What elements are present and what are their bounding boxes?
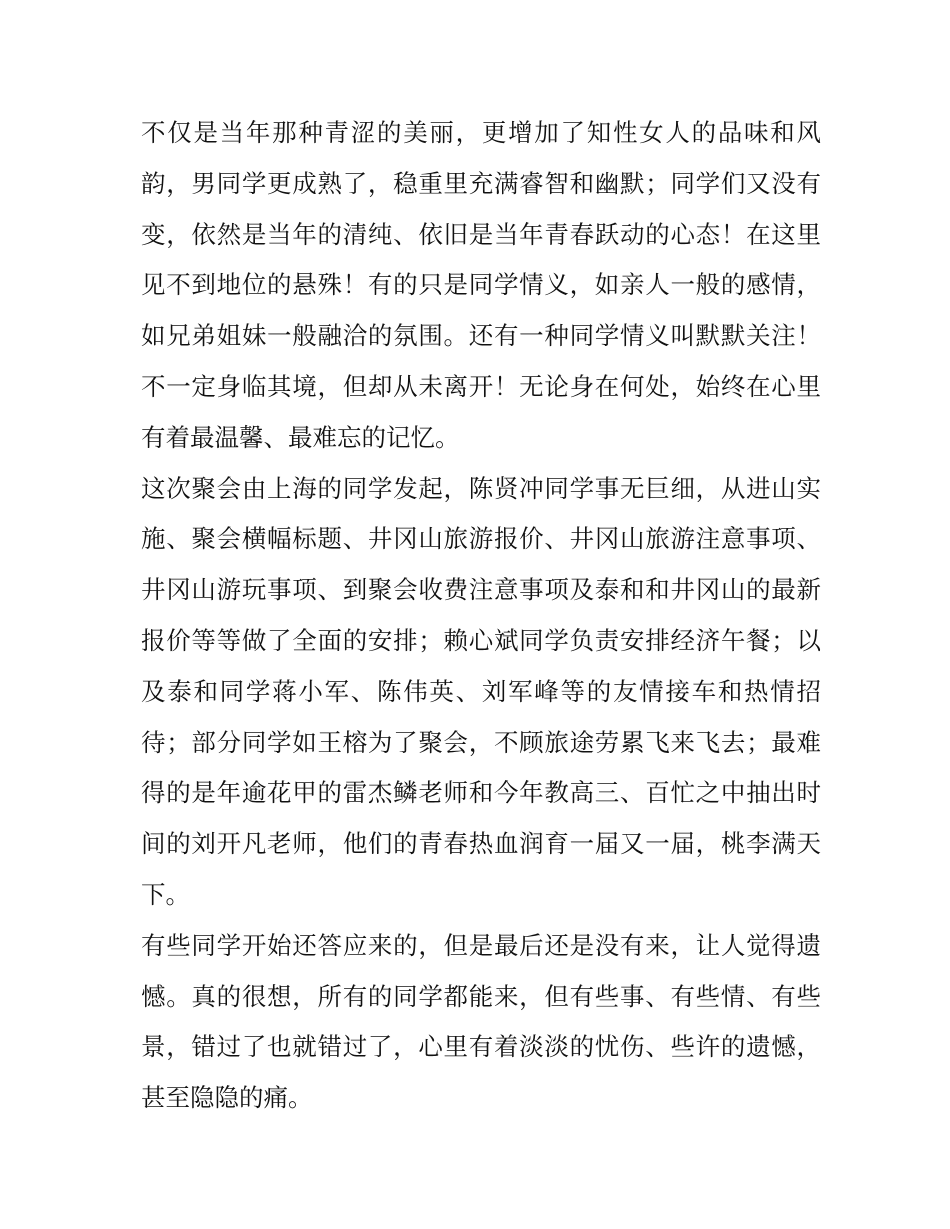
text-line: 及泰和同学蒋小军、陈伟英、刘军峰等的友情接车和热情招: [141, 676, 821, 706]
text-line: 韵，男同学更成熟了，稳重里充满睿智和幽默；同学们又没有: [141, 168, 821, 198]
text-line: 见不到地位的悬殊！有的只是同学情义，如亲人一般的感情，: [141, 270, 821, 300]
text-line: 报价等等做了全面的安排；赖心斌同学负责安排经济午餐；以: [141, 625, 821, 655]
paragraph-2: [141, 464, 821, 921]
text-line: 不一定身临其境，但却从未离开！无论身在何处，始终在心里: [141, 371, 821, 401]
text-line: 变，依然是当年的清纯、依旧是当年青春跃动的心态！在这里: [141, 219, 821, 249]
text-line: 井冈山游玩事项、到聚会收费注意事项及泰和和井冈山的最新: [141, 575, 821, 605]
text-line: 有些同学开始还答应来的，但是最后还是没有来，让人觉得遗: [141, 930, 821, 960]
text-line: 间的刘开凡老师，他们的青春热血润育一届又一届，桃李满天: [141, 829, 821, 859]
document-body: [141, 108, 821, 1124]
text-line: 得的是年逾花甲的雷杰鳞老师和今年教高三、百忙之中抽出时: [141, 778, 821, 808]
paragraph-1: [141, 108, 821, 464]
text-line: 憾。真的很想，所有的同学都能来，但有些事、有些情、有些: [141, 981, 821, 1011]
text-line: 甚至隐隐的痛。: [141, 1083, 313, 1113]
text-line: 有着最温馨、最难忘的记忆。: [141, 422, 460, 452]
text-line: 下。: [141, 879, 190, 909]
text-line: 待；部分同学如王榕为了聚会，不顾旅途劳累飞来飞去；最难: [141, 727, 821, 757]
text-line: 这次聚会由上海的同学发起，陈贤冲同学事无巨细，从进山实: [141, 473, 821, 503]
text-line: 如兄弟姐妹一般融洽的氛围。还有一种同学情义叫默默关注！: [141, 321, 821, 351]
text-line: 施、聚会横幅标题、井冈山旅游报价、井冈山旅游注意事项、: [141, 524, 821, 554]
text-line: 景，错过了也就错过了，心里有着淡淡的忧伤、些许的遗憾，: [141, 1032, 821, 1062]
text-line: 不仅是当年那种青涩的美丽，更增加了知性女人的品味和风: [141, 118, 821, 147]
paragraph-3: [141, 921, 821, 1124]
